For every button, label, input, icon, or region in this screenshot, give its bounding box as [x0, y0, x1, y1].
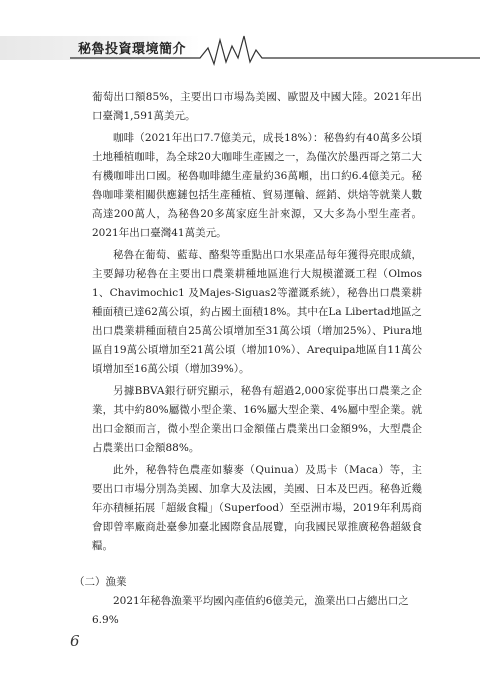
paragraph-superfood: 此外，秘魯特色農產如藜麥（Quinua）及馬卡（Maca）等，主要出口市場分別為美國、加拿大及法國，美國、日本及巴西。秘魯近幾年亦積極拓展「超級食糧」（Superfood）至亞洲市場，2019年利馬商會即曾率廠商赴臺參加臺北國際食品展覽，向我國民眾推廣秘魯超級食糧。	[92, 464, 422, 552]
header-wave-line	[0, 28, 480, 68]
paragraph-bbva: 另據BBVA銀行研究顯示，秘魯有超過2,000家從事出口農業之企業，其中約80%屬微小型企業、16%屬大型企業、4%屬中型企業。就出口金額而言，微小型企業出口金額僅占農業出口金額9%，大型農企占農業出口金額88%。	[92, 385, 422, 454]
paragraph-coffee: 咖啡（2021年出口7.7億美元，成長18%）：秘魯約有40萬多公頃土地種植咖啡，為全球20大咖啡生產國之一，為僅次於墨西哥之第二大有機咖啡出口國。秘魯咖啡總生產量約36萬噸，出口約6.4億美元。秘魯咖啡業相關供應鏈包括生產種植、貿易運輸、經銷、烘焙等就業人數高達200萬人，為秘魯20多萬家庭生計來源，又大多為小型生產者。2021年出口臺灣41萬美元。	[92, 132, 422, 239]
body-content	[92, 88, 422, 559]
page-number: 6	[70, 632, 80, 650]
header-title: 秘魯投資環境簡介	[78, 42, 187, 57]
page-header	[0, 28, 480, 68]
paragraph-irrigation: 秘魯在葡萄、藍莓、酪梨等重點出口水果產品每年獲得亮眼成績，主要歸功秘魯在主要出口農業耕種地區進行大規模灌溉工程（Olmos 1、Chavimochic1 及Majes-Siguas2等灌溉系統），秘魯出口農業耕種面積已達62萬公頃，約占國土面積18%。其中在La Libertad地區之出口農業耕種面積自25萬公頃增加至31萬公頃（增加25%）、Piura地區自19萬公頃增加至21萬公頃（增加10%）、Arequipa地區自11萬公頃增加至16萬公頃（增加39%）。	[92, 249, 422, 375]
paragraph-grapes: 葡萄出口額85%，主要出口市場為美國、歐盟及中國大陸。2021年出口臺灣1,591萬美元。	[92, 91, 422, 122]
paragraph-fisheries: 2021年秘魯漁業平均國內產值約6億美元，漁業出口占總出口之6.9%	[92, 595, 409, 626]
section-heading-fisheries: （二）漁業	[74, 576, 127, 588]
